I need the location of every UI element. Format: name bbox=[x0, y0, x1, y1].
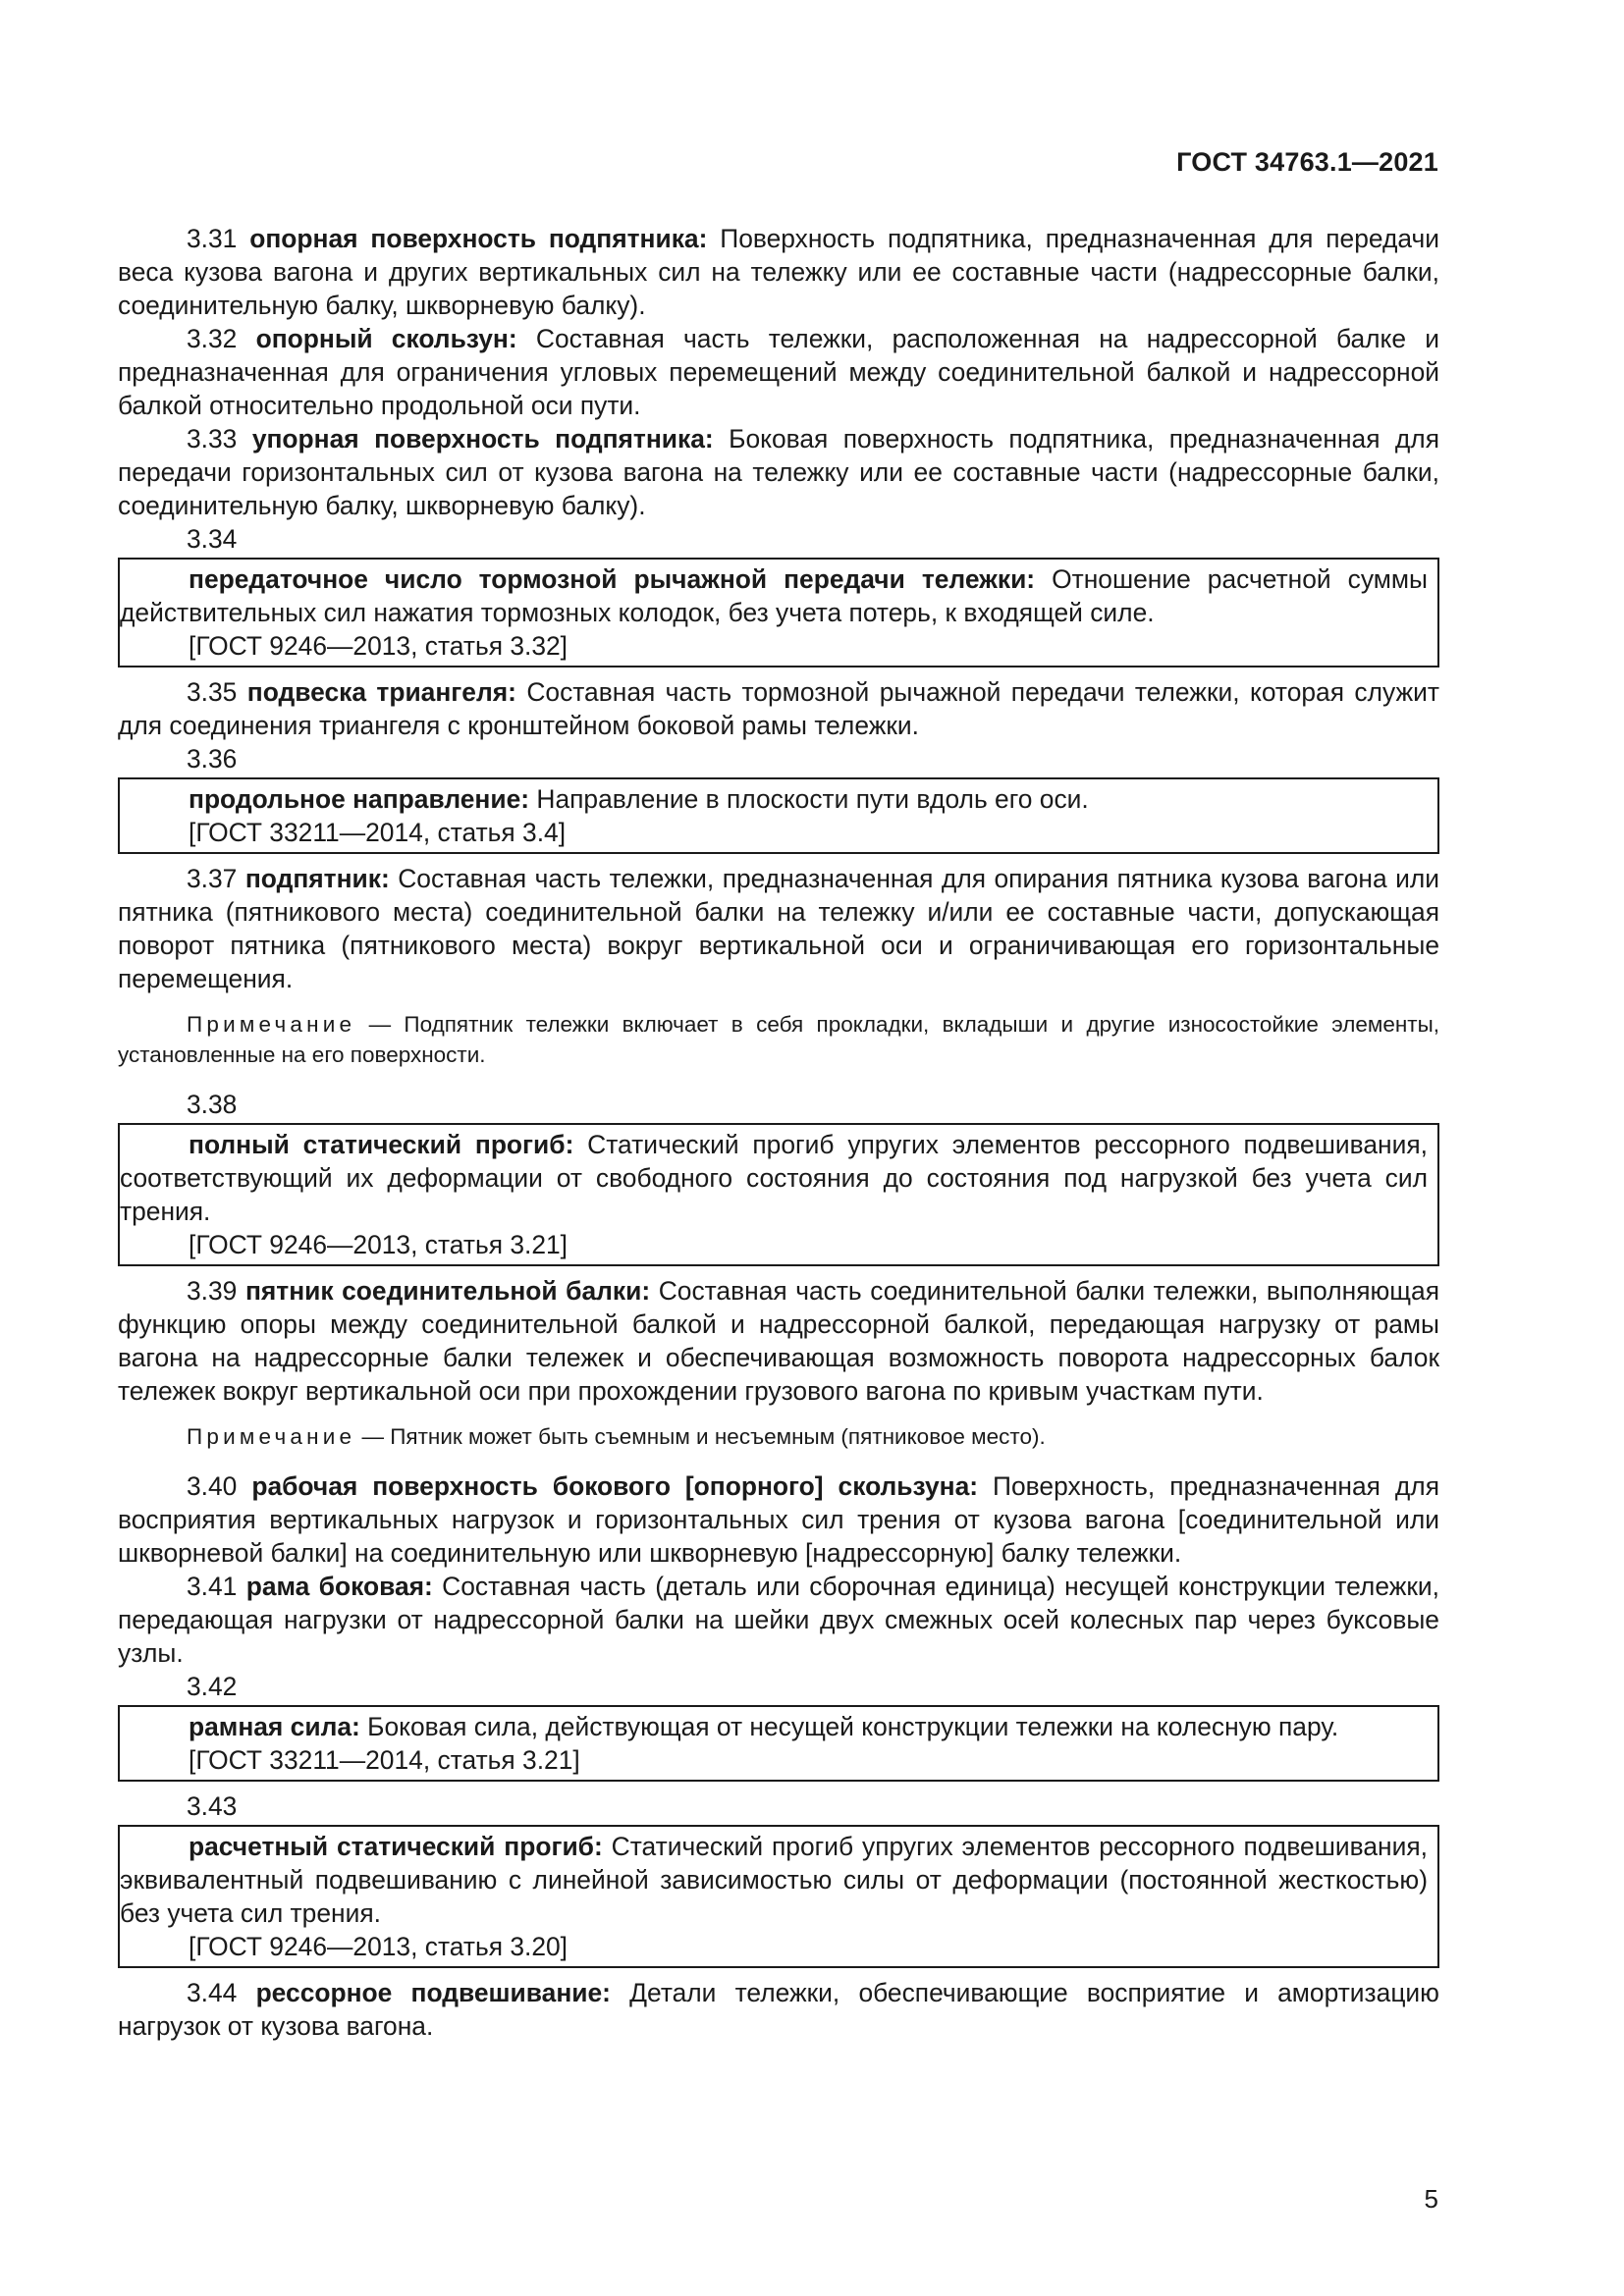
term-name: передаточное число тормозной рычажной передачи тележки: bbox=[189, 564, 1036, 594]
page-number: 5 bbox=[1424, 2184, 1438, 2214]
term-number: 3.31 bbox=[187, 224, 238, 253]
term-name: рабочая поверхность бокового [опорного] скользуна: bbox=[251, 1471, 979, 1501]
term-3-40 bbox=[118, 1469, 1439, 1570]
note-label: Примечание bbox=[187, 1424, 356, 1449]
term-definition: Статический прогиб упругих элементов рессорного подвешивания, соответствующий их деформации от свободного состояния до состояния под нагрузкой без учета сил трения. bbox=[120, 1130, 1428, 1226]
term-definition: Боковая сила, действующая от несущей конструкции тележки на колесную пару. bbox=[367, 1712, 1339, 1741]
cited-term bbox=[120, 1128, 1428, 1228]
term-name: пятник соединительной балки: bbox=[244, 1276, 651, 1306]
term-number-3-34: 3.34 bbox=[187, 524, 238, 554]
term-name: упорная поверхность подпятника: bbox=[251, 424, 714, 454]
term-name: рессорное подвешивание: bbox=[255, 1978, 611, 2007]
term-definition: Поверхность подпятника, предназначенная для передачи веса кузова вагона и других вертикальных сил на тележку или ее составные части (надрессорные балки, соединительную балку, шкворневую балку). bbox=[118, 224, 1439, 320]
term-definition: Статический прогиб упругих элементов рессорного подвешивания, эквивалентный подвешиванию с линейной зависимостью силы от деформации (постоянной жесткостью) без учета сил трения. bbox=[120, 1832, 1428, 1928]
note-text: — Пятник может быть съемным и несъемным (пятниковое место). bbox=[361, 1424, 1046, 1449]
term-definition: Направление в плоскости пути вдоль его оси. bbox=[536, 784, 1089, 814]
cited-term bbox=[120, 1710, 1428, 1743]
document-body bbox=[118, 222, 1439, 2043]
term-number-3-38: 3.38 bbox=[187, 1090, 238, 1119]
term-number: 3.35 bbox=[187, 677, 238, 707]
note-3-39 bbox=[118, 1421, 1439, 1452]
term-3-41 bbox=[118, 1570, 1439, 1670]
term-number: 3.33 bbox=[187, 424, 238, 454]
term-definition: Детали тележки, обеспечивающие восприятие и амортизацию нагрузок от кузова вагона. bbox=[118, 1978, 1439, 2041]
term-name: опорная поверхность подпятника: bbox=[249, 224, 708, 253]
cited-term-box-3-43 bbox=[118, 1825, 1439, 1968]
term-source: [ГОСТ 9246—2013, статья 3.32] bbox=[189, 631, 568, 661]
cited-term-box-3-36 bbox=[118, 777, 1439, 854]
term-3-44 bbox=[118, 1976, 1439, 2043]
term-3-39 bbox=[118, 1274, 1439, 1408]
term-name: рамная сила: bbox=[189, 1712, 360, 1741]
term-definition: Составная часть соединительной балки тележки, выполняющая функцию опоры между соединительной балкой и надрессорной балкой, передающая нагрузку от рамы вагона на надрессорные балки тележек и обеспечивающая возможность поворота надрессорных балок тележек вокруг вертикальной оси при прохождении грузового вагона по кривым участкам пути. bbox=[118, 1276, 1439, 1406]
note-label: Примечание bbox=[187, 1012, 356, 1037]
term-name: опорный скользун: bbox=[255, 324, 517, 353]
term-number: 3.44 bbox=[187, 1978, 238, 2007]
term-3-32 bbox=[118, 322, 1439, 422]
document-header: ГОСТ 34763.1—2021 bbox=[1176, 147, 1438, 177]
term-definition: Поверхность, предназначенная для восприятия вертикальных нагрузок и горизонтальных сил трения от кузова вагона [соединительной или шкворневой балки] на соединительную или шкворневую [надрессорную] балку тележки. bbox=[118, 1471, 1439, 1568]
term-number-3-42: 3.42 bbox=[187, 1672, 238, 1701]
term-name: полный статический прогиб: bbox=[189, 1130, 574, 1159]
term-source: [ГОСТ 33211—2014, статья 3.4] bbox=[189, 818, 567, 847]
term-number: 3.37 bbox=[187, 864, 238, 893]
term-number-3-36: 3.36 bbox=[187, 744, 238, 774]
term-name: подвеска триангеля: bbox=[246, 677, 516, 707]
term-source: [ГОСТ 9246—2013, статья 3.20] bbox=[189, 1932, 568, 1961]
term-definition: Составная часть тормозной рычажной передачи тележки, которая служит для соединения триангеля с кронштейном боковой рамы тележки. bbox=[118, 677, 1439, 740]
term-definition: Составная часть тележки, расположенная на надрессорной балке и предназначенная для ограничения угловых перемещений между соединительной балкой и надрессорной балкой относительно продольной оси пути. bbox=[118, 324, 1439, 420]
term-name: расчетный статический прогиб: bbox=[189, 1832, 603, 1861]
term-number-3-43: 3.43 bbox=[187, 1791, 238, 1821]
term-3-37 bbox=[118, 862, 1439, 995]
term-definition: Составная часть (деталь или сборочная единица) несущей конструкции тележки, передающая нагрузки от надрессорной балки на шейки двух смежных осей колесных пар через буксовые узлы. bbox=[118, 1572, 1439, 1668]
term-3-31 bbox=[118, 222, 1439, 322]
note-text: — Подпятник тележки включает в себя прокладки, вкладыши и другие износостойкие элементы, установленные на его поверхности. bbox=[118, 1012, 1439, 1067]
term-name: подпятник: bbox=[244, 864, 390, 893]
cited-term bbox=[120, 1830, 1428, 1930]
cited-term-box-3-34 bbox=[118, 558, 1439, 667]
cited-term-box-3-38 bbox=[118, 1123, 1439, 1266]
term-3-33 bbox=[118, 422, 1439, 522]
cited-term bbox=[120, 782, 1428, 816]
term-number: 3.40 bbox=[187, 1471, 238, 1501]
term-definition: Отношение расчетной суммы действительных сил нажатия тормозных колодок, без учета потерь, к входящей силе. bbox=[120, 564, 1428, 627]
cited-term-box-3-42 bbox=[118, 1705, 1439, 1782]
term-3-35 bbox=[118, 675, 1439, 742]
term-source: [ГОСТ 9246—2013, статья 3.21] bbox=[189, 1230, 568, 1259]
term-name: рама боковая: bbox=[245, 1572, 433, 1601]
note-3-37 bbox=[118, 1009, 1439, 1070]
term-name: продольное направление: bbox=[189, 784, 530, 814]
term-number: 3.32 bbox=[187, 324, 238, 353]
term-definition: Составная часть тележки, предназначенная для опирания пятника кузова вагона или пятника (пятникового места) соединительной балки на тележку и/или ее составные части, допускающая поворот пятника (пятникового места) вокруг вертикальной оси и ограничивающая его горизонтальные перемещения. bbox=[118, 864, 1439, 993]
cited-term bbox=[120, 562, 1428, 629]
term-number: 3.39 bbox=[187, 1276, 238, 1306]
term-source: [ГОСТ 33211—2014, статья 3.21] bbox=[189, 1745, 580, 1775]
term-definition: Боковая поверхность подпятника, предназначенная для передачи горизонтальных сил от кузова вагона на тележку или ее составные части (надрессорные балки, соединительную балку, шкворневую балку). bbox=[118, 424, 1439, 520]
term-number: 3.41 bbox=[187, 1572, 238, 1601]
